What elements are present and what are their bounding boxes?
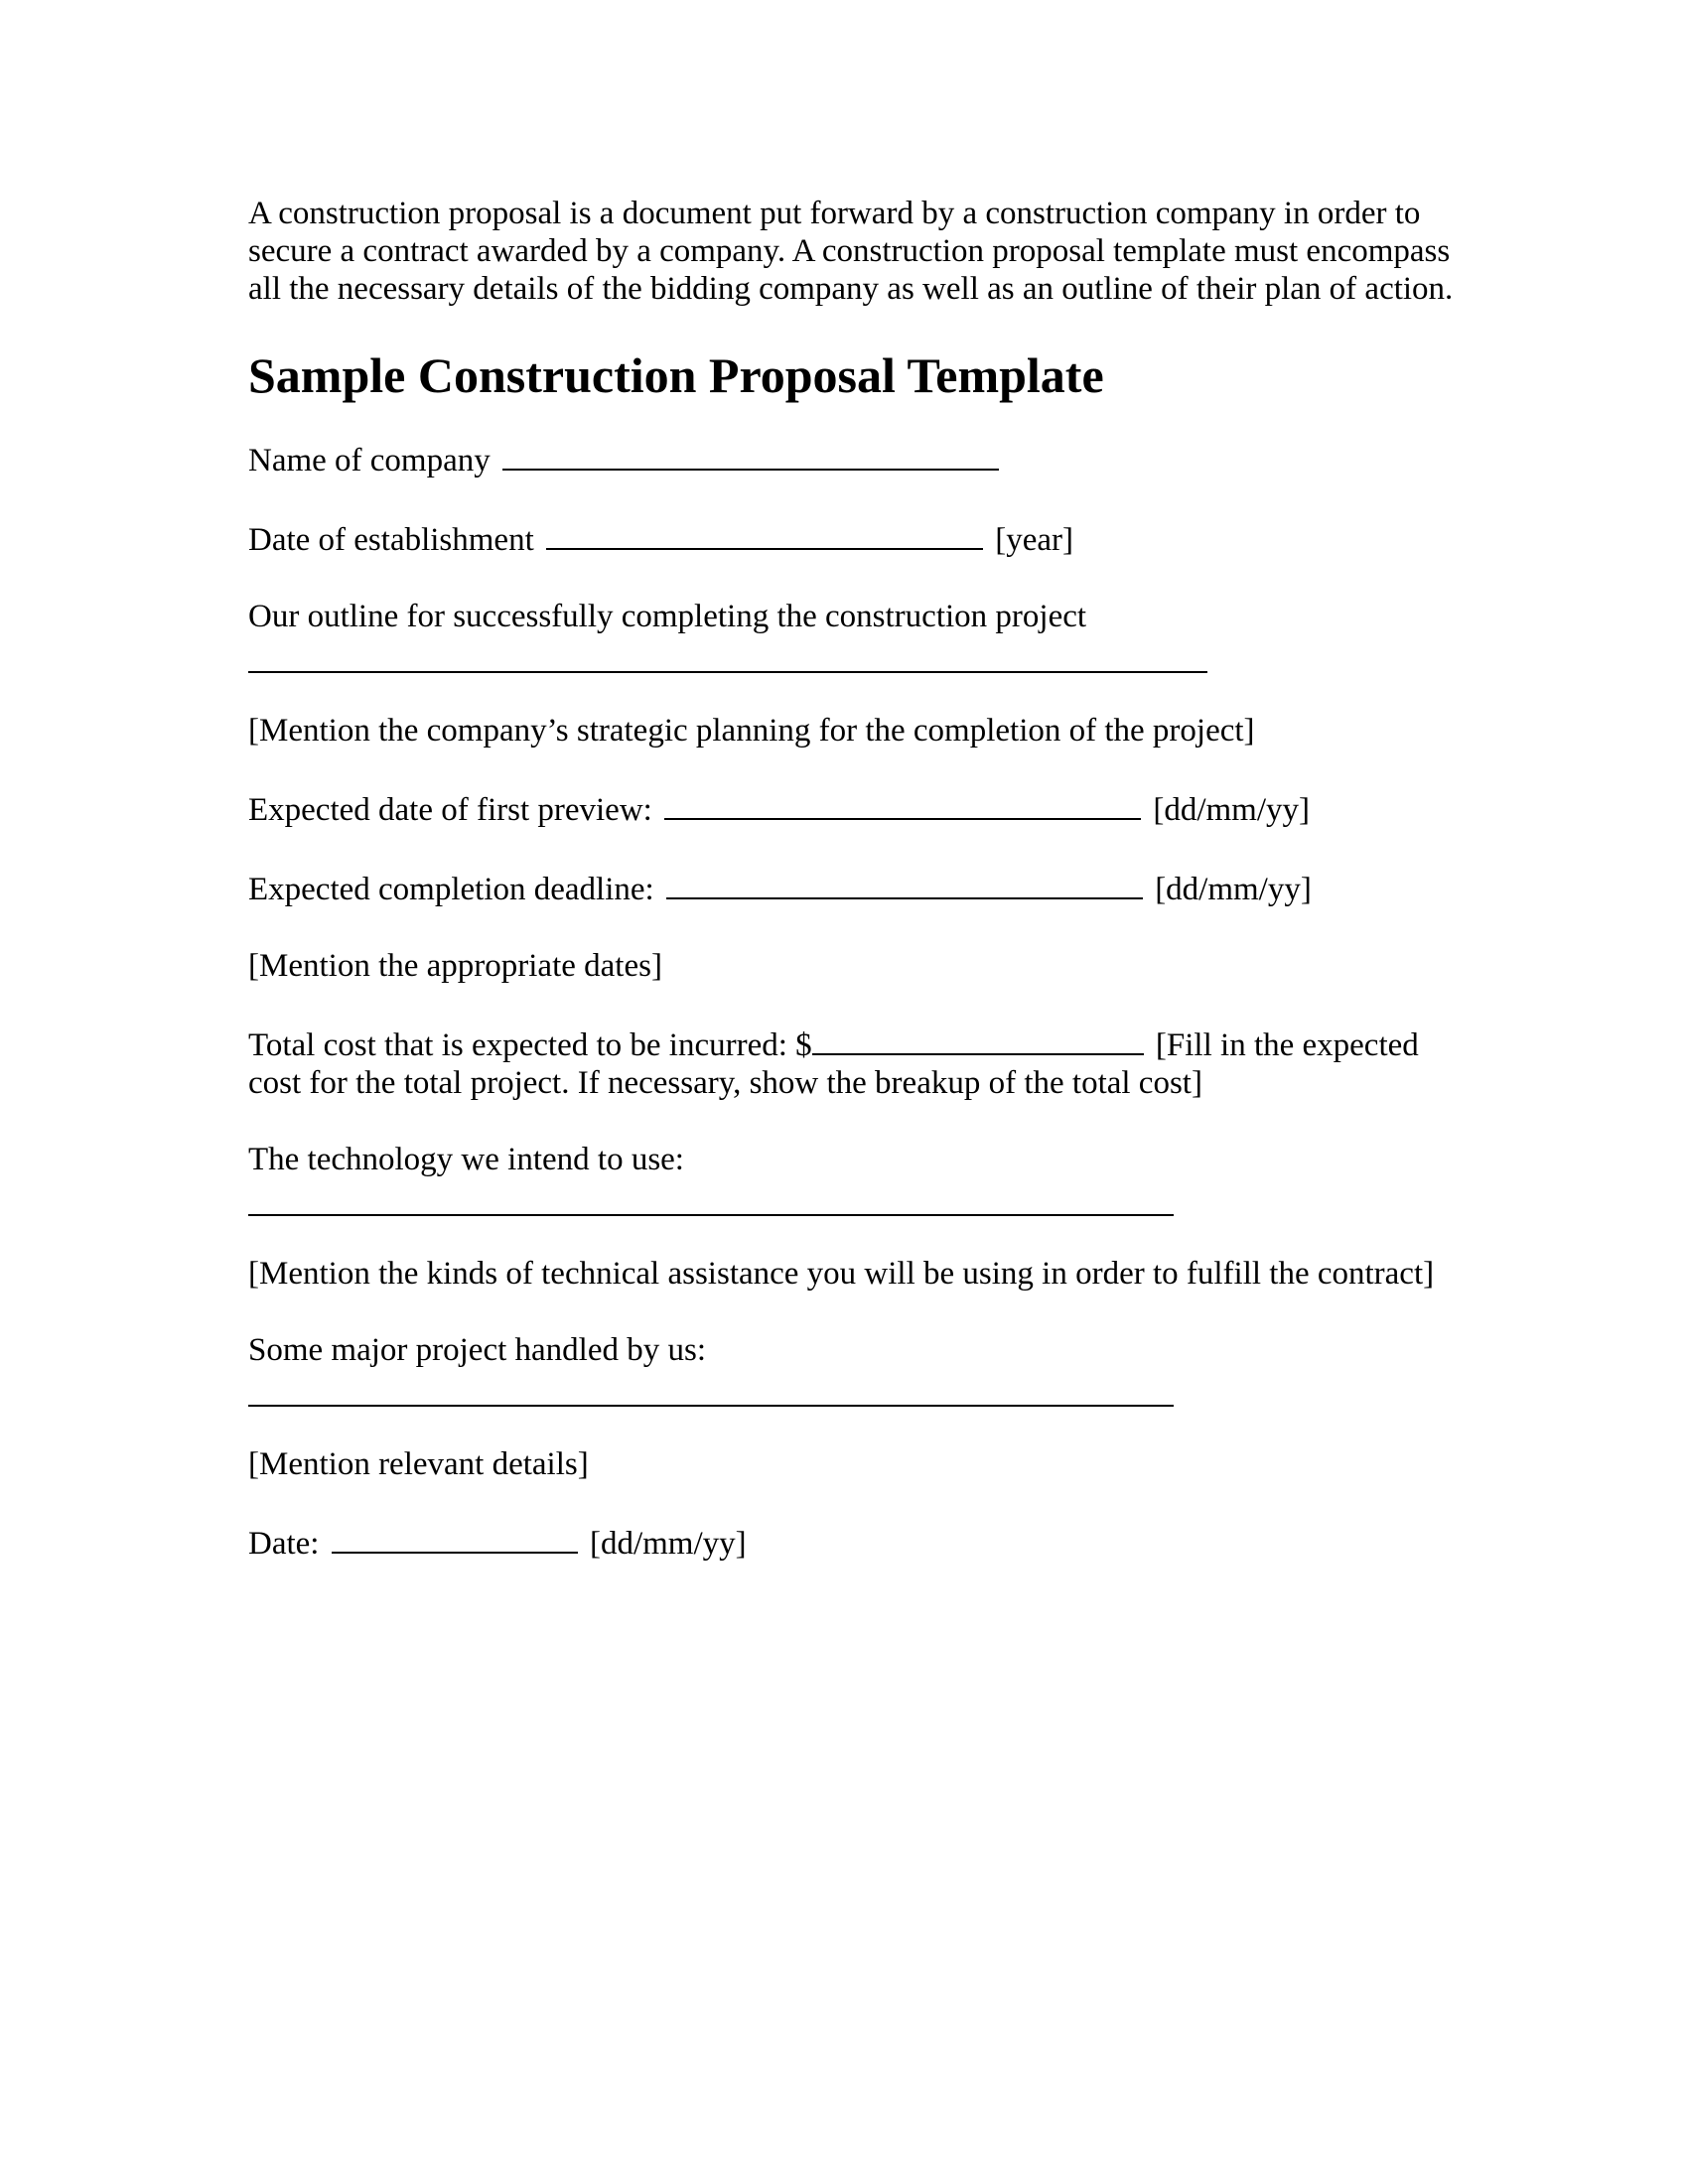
deadline-blank-line[interactable] — [666, 868, 1143, 899]
outline-label: Our outline for successfully completing the construction project — [248, 599, 1087, 634]
preview-field-row — [248, 788, 1460, 829]
company-blank-line[interactable] — [502, 439, 999, 471]
outline-note: [Mention the company’s strategic planning for the completion of the project] — [248, 713, 1255, 749]
document-page — [248, 195, 1460, 1601]
intro-paragraph: A construction proposal is a document put forward by a construction company in order to secure a contract awarded by a company. A construction proposal template must encompass all the necessary details of the bidding company as well as an outline of their plan of action. — [248, 196, 1454, 307]
deadline-suffix: [dd/mm/yy] — [1155, 872, 1312, 907]
company-label: Name of company — [248, 443, 491, 478]
preview-suffix: [dd/mm/yy] — [1153, 792, 1310, 828]
technology-field-block — [248, 1141, 1460, 1216]
establishment-field-row — [248, 518, 1460, 559]
projects-note: [Mention relevant details] — [248, 1446, 589, 1482]
date-blank-line[interactable] — [332, 1522, 578, 1554]
cost-field-row — [248, 1024, 1460, 1102]
technology-label: The technology we intend to use: — [248, 1142, 684, 1177]
preview-label: Expected date of first preview: — [248, 792, 652, 828]
company-field-row — [248, 439, 1460, 479]
date-suffix: [dd/mm/yy] — [589, 1526, 747, 1562]
date-field-row — [248, 1522, 1460, 1563]
outline-blank-line[interactable] — [248, 635, 1207, 673]
projects-field-block — [248, 1331, 1460, 1407]
projects-label: Some major project handled by us: — [248, 1332, 706, 1368]
establishment-suffix: [year] — [995, 522, 1074, 558]
outline-field-block — [248, 598, 1460, 673]
projects-blank-line[interactable] — [248, 1369, 1174, 1407]
establishment-label: Date of establishment — [248, 522, 534, 558]
dates-note: [Mention the appropriate dates] — [248, 948, 662, 984]
technology-note: [Mention the kinds of technical assistance you will be using in order to fulfill the contract] — [248, 1256, 1435, 1292]
establishment-blank-line[interactable] — [546, 518, 983, 550]
deadline-field-row — [248, 868, 1460, 908]
preview-blank-line[interactable] — [664, 788, 1141, 820]
cost-label: Total cost that is expected to be incurred: $ — [248, 1027, 812, 1063]
deadline-label: Expected completion deadline: — [248, 872, 654, 907]
technology-blank-line[interactable] — [248, 1178, 1174, 1216]
date-label: Date: — [248, 1526, 320, 1562]
cost-note: [Fill in the expected cost for the total project. If necessary, show the breakup of the total cost] — [248, 1027, 1419, 1101]
document-title: Sample Construction Proposal Template — [248, 347, 1104, 403]
cost-blank-line[interactable] — [812, 1024, 1144, 1055]
